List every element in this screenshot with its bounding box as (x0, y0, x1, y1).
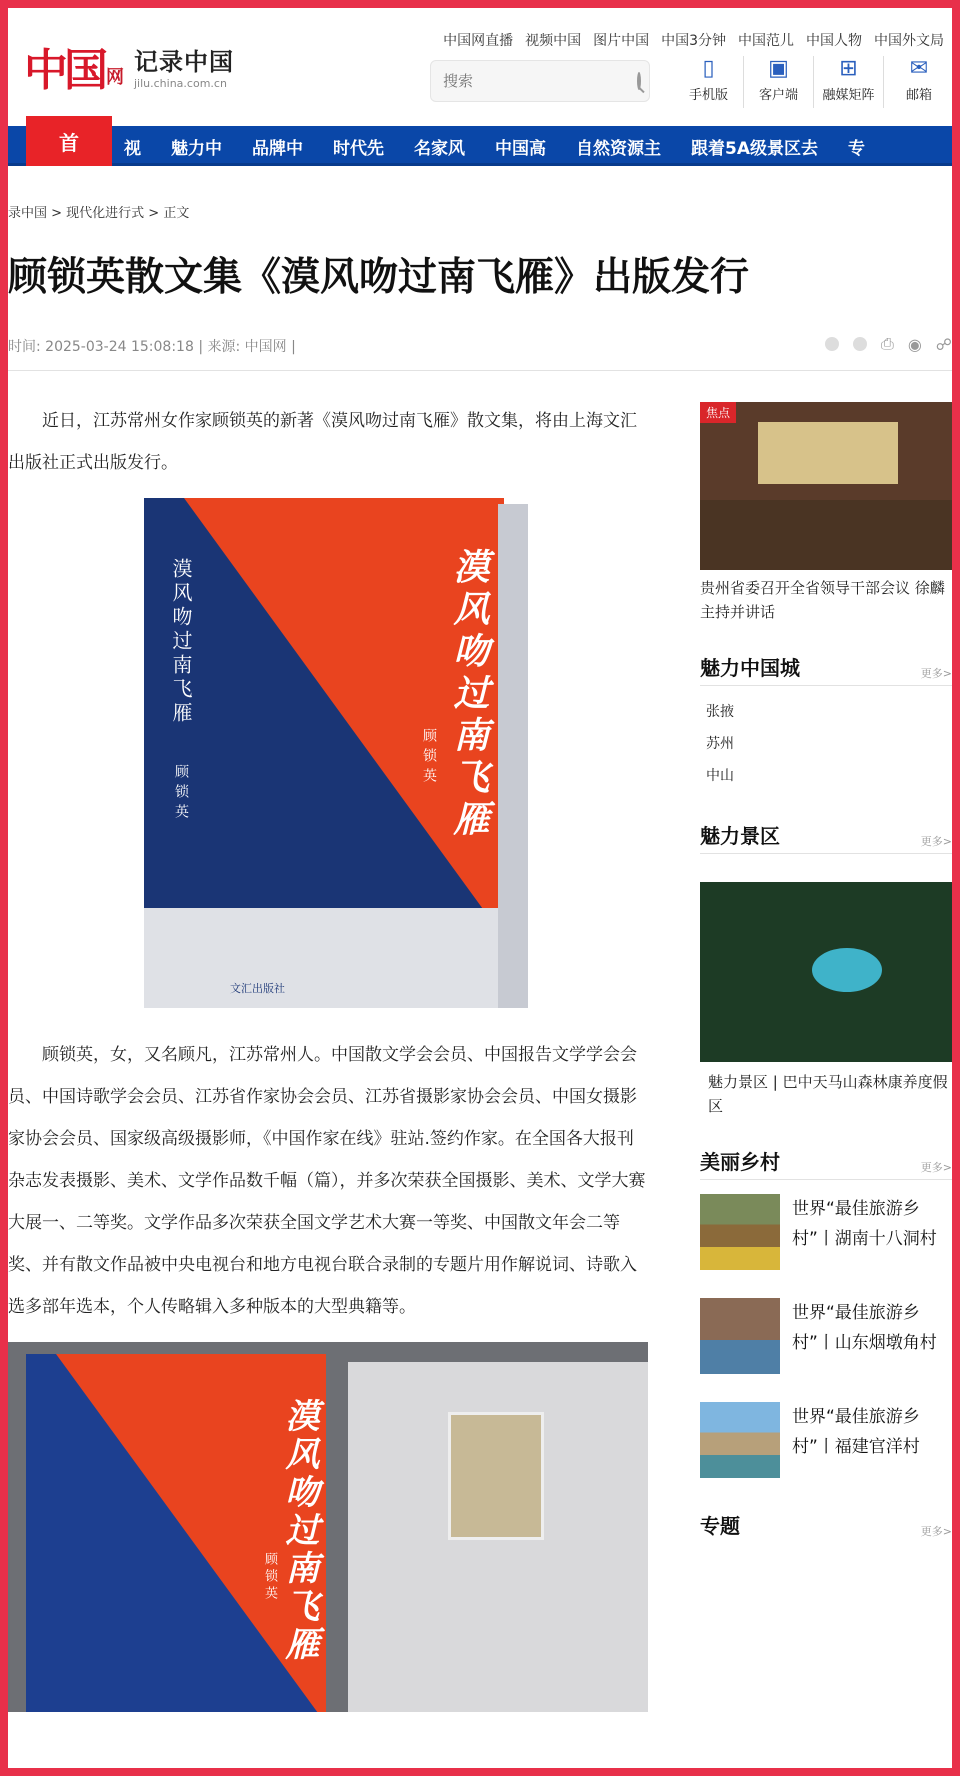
scenic-image[interactable] (700, 882, 952, 1062)
top-link[interactable]: 中国3分钟 (661, 33, 726, 49)
meta-divider: | (291, 339, 296, 355)
section-header (700, 1510, 952, 1543)
focus-stage (758, 422, 898, 484)
page-frame (8, 8, 952, 1768)
village-thumbnail (700, 1298, 780, 1374)
focus-carousel[interactable] (700, 402, 952, 570)
section-title: 美丽乡村 (700, 1150, 780, 1174)
nav-item[interactable]: 专 (848, 138, 865, 159)
logo-wang: 网 (106, 67, 124, 88)
print-icon[interactable]: ⎙ (881, 334, 894, 353)
wechat-icon[interactable]: ☍ (935, 334, 952, 354)
article-meta (8, 336, 296, 356)
site-logo[interactable] (24, 36, 234, 96)
top-links (443, 30, 944, 50)
nav-home[interactable]: 首 (26, 116, 112, 166)
photo-cover-title: 漠风吻过南飞雁 (279, 1398, 319, 1664)
nav-item[interactable]: 时代先 (333, 138, 384, 159)
nav-item[interactable]: 视 (124, 138, 141, 159)
publish-time: 2025-03-24 15:08:18 (45, 339, 194, 355)
phone-icon: ▯ (702, 56, 715, 81)
cover-bottom-band (144, 908, 504, 1008)
more-link[interactable]: 更多> (920, 667, 952, 680)
nav-item[interactable]: 自然资源主 (576, 138, 661, 159)
article-source: 中国网 (244, 339, 287, 355)
cover-author: 顾锁英 (421, 728, 437, 788)
section-header (700, 820, 952, 854)
more-link[interactable]: 更多> (920, 1161, 952, 1174)
nav-item[interactable]: 跟着5A级景区去 (691, 138, 818, 159)
village-thumbnail (700, 1194, 780, 1270)
quick-label: 融媒矩阵 (822, 88, 875, 103)
focus-crowd (700, 500, 952, 570)
list-item[interactable]: 张掖 (706, 704, 734, 720)
font-smaller-icon[interactable] (853, 337, 867, 351)
breadcrumb[interactable]: 录中国 > 现代化进行式 > 正文 (8, 206, 190, 221)
book-cover-image (144, 498, 540, 1018)
list-item[interactable]: 中山 (706, 768, 734, 784)
top-link[interactable]: 中国范儿 (738, 33, 794, 49)
village-thumbnail (700, 1402, 780, 1478)
top-link[interactable]: 图片中国 (593, 33, 650, 49)
section-header (700, 1146, 952, 1180)
article-tools (825, 334, 952, 354)
search-icon[interactable] (637, 72, 641, 90)
sidebar (700, 402, 952, 1543)
section-header (700, 652, 952, 686)
top-link[interactable]: 中国人物 (806, 33, 862, 49)
quick-label: 手机版 (688, 88, 728, 103)
village-title: 世界“最佳旅游乡村”丨福建官洋村 (792, 1407, 920, 1457)
village-title: 世界“最佳旅游乡村”丨山东烟墩角村 (792, 1303, 937, 1353)
top-link[interactable]: 视频中国 (525, 33, 582, 49)
photo-cover-author: 顾锁英 (262, 1552, 277, 1603)
logo-domain: jilu.china.com.cn (134, 77, 227, 90)
village-list (700, 1194, 952, 1494)
village-title: 世界“最佳旅游乡村”丨湖南十八洞村 (792, 1199, 937, 1249)
cover-spine-title: 漠风吻过南飞雁 (169, 558, 193, 726)
scenic-caption[interactable]: 魅力景区 | 巴中天马山森林康养度假区 (708, 1073, 948, 1115)
logo-brand-name: 记录中国 (134, 48, 234, 76)
list-item[interactable] (700, 1402, 952, 1494)
section-title: 魅力景区 (700, 824, 780, 848)
app-icon: ▣ (768, 56, 789, 81)
meta-divider: | (198, 339, 208, 355)
site-header (8, 8, 952, 133)
nav-item[interactable]: 名家风 (414, 138, 465, 159)
article-title: 顾锁英散文集《漠风吻过南飞雁》出版发行 (8, 255, 750, 300)
section-title: 魅力中国城 (700, 656, 800, 680)
search-box (430, 60, 650, 102)
cover-publisher: 文汇出版社 (230, 982, 285, 995)
list-item[interactable] (700, 1194, 952, 1286)
media-matrix-link[interactable] (814, 56, 884, 108)
weibo-icon[interactable]: ◉ (907, 334, 922, 354)
nav-item[interactable]: 中国高 (495, 138, 546, 159)
cover-spine-author: 顾锁英 (173, 764, 189, 824)
quick-links (674, 56, 952, 108)
mail-icon: ✉ (909, 56, 929, 81)
more-link[interactable]: 更多> (920, 835, 952, 848)
paragraph: 近日，江苏常州女作家顾锁英的新著《漠风吻过南飞雁》散文集，将由上海文汇出版社正式出版发行。 (8, 411, 637, 473)
nav-item[interactable]: 品牌中 (252, 138, 303, 159)
more-link[interactable]: 更多> (920, 1525, 952, 1538)
main-nav (8, 126, 952, 166)
divider (8, 370, 952, 371)
paragraph: 顾锁英，女，又名顾凡，江苏常州人。中国散文学会会员、中国报告文学学会会员、中国诗歌学会会员、江苏省作家协会会员、江苏省摄影家协会会员、中国女摄影家协会会员、国家级高级摄影师，《中国作家在线》驻站.签约作家。在全国各大报刊杂志发表摄影、美术、文学作品数千幅（篇），并多次荣获全国摄影、美术、文学大赛大展一、二等奖。文学作品多次荣获全国文学艺术大赛一等奖、中国散文年会二等奖、并有散文作品被中央电视台和地方电视台联合录制的专题片用作解说词、诗歌入选多部年选本，个人传略辑入多种版本的大型典籍等。 (8, 1045, 646, 1317)
client-app-link[interactable] (744, 56, 814, 108)
time-label: 时间: (8, 339, 41, 355)
section-title: 专题 (700, 1514, 740, 1538)
top-link[interactable]: 中国网直播 (443, 33, 514, 49)
list-item[interactable] (700, 1298, 952, 1390)
font-larger-icon[interactable] (825, 337, 839, 351)
scenic-lake (812, 948, 882, 992)
nav-list (124, 126, 865, 166)
quick-label: 客户端 (758, 88, 798, 103)
mail-link[interactable] (884, 56, 952, 108)
logo-mark: 中国 (24, 45, 104, 96)
source-label: 来源: (207, 339, 241, 355)
book-photo-image (8, 1342, 648, 1712)
quick-label: 邮箱 (905, 88, 932, 103)
author-portrait (448, 1412, 544, 1540)
city-list (700, 696, 952, 792)
cover-spine (498, 504, 528, 1008)
nav-item[interactable]: 魅力中 (171, 138, 222, 159)
cover-title: 漠风吻过南飞雁 (448, 548, 490, 842)
logo-brand (134, 42, 234, 90)
search-input[interactable] (443, 72, 637, 90)
article-body (8, 400, 648, 1712)
list-item[interactable]: 苏州 (706, 736, 734, 752)
focus-tag: 焦点 (700, 402, 736, 423)
mobile-version-link[interactable] (674, 56, 744, 108)
grid-icon: ⊞ (839, 56, 858, 81)
focus-caption[interactable]: 贵州省委召开全省领导干部会议 徐麟主持并讲话 (700, 579, 945, 621)
top-link[interactable]: 中国外文局 (874, 33, 944, 49)
